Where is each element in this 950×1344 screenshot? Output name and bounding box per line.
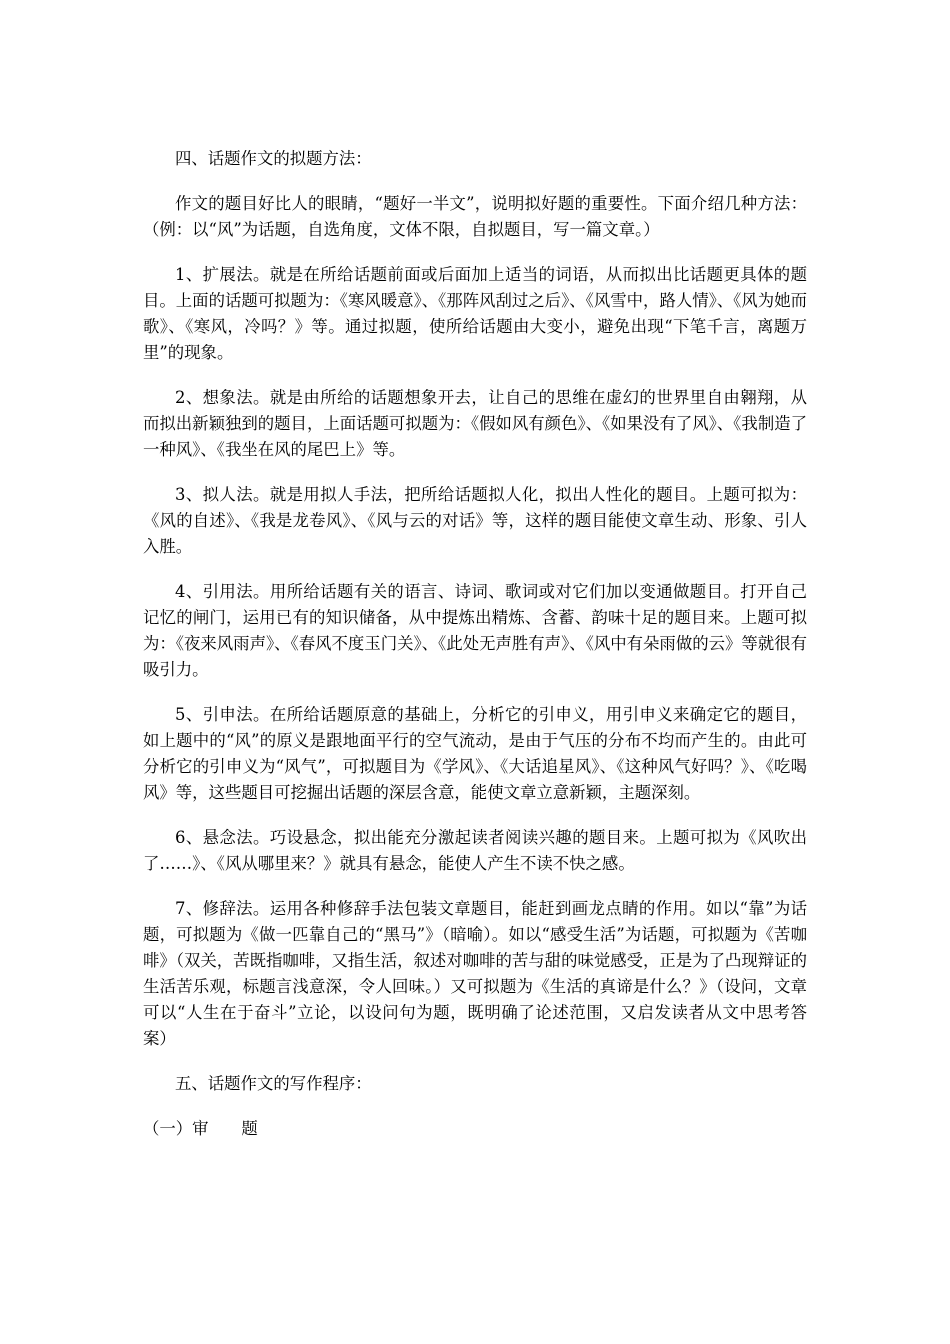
method-paragraph-5: 5、引申法。在所给话题原意的基础上，分析它的引申义，用引申义来确定它的题目，如上题中的“风”的原义是跟地面平行的空气流动，是由于气压的分布不均而产生的。由此可分析它的引申义为“风气”，可拟题目为《学风》、《大话追星风》、《这种风气好吗？》、《吃喝风》等，这些题目可挖掘出话题的深层含意，能使文章立意新颖，主题深刻。 [143, 705, 807, 802]
method-paragraph-7: 7、修辞法。运用各种修辞手法包装文章题目，能赶到画龙点睛的作用。如以“靠”为话题，可拟题为《做一匹靠自己的“黑马”》（暗喻）。如以“感受生活”为话题，可拟题为《苦咖啡》（双关，苦既指咖啡，又指生活，叙述对咖啡的苦与甜的味觉感受，正是为了凸现辩证的生活苦乐观，标题言浅意深，令人回味。）又可拟题为《生活的真谛是什么？》（设问，文章可以“人生在于奋斗”立论，以设问句为题，既明确了论述范围，又启发读者从文中思考答案） [143, 899, 807, 1048]
intro-paragraph: 作文的题目好比人的眼睛，“题好一半文”，说明拟好题的重要性。下面介绍几种方法：（例：以“风”为话题，自选角度，文体不限，自拟题目，写一篇文章。） [143, 194, 807, 239]
section-heading-4: 四、话题作文的拟题方法： [175, 149, 372, 168]
method-paragraph-4: 4、引用法。用所给话题有关的语言、诗词、歌词或对它们加以变通做题目。打开自己记忆的闸门，运用已有的知识储备，从中提炼出精炼、含蓄、韵味十足的题目来。上题可拟为：《夜来风雨声》、《春风不度玉门关》、《此处无声胜有声》、《风中有朵雨做的云》等就很有吸引力。 [143, 582, 807, 679]
document-body [143, 146, 807, 1142]
subsection-heading-1: （一）审 题 [143, 1119, 258, 1138]
method-paragraph-2: 2、想象法。就是由所给的话题想象开去，让自己的思维在虚幻的世界里自由翱翔，从而拟出新颖独到的题目，上面话题可拟题为：《假如风有颜色》、《如果没有了风》、《我制造了一种风》、《我坐在风的尾巴上》等。 [143, 388, 807, 459]
method-paragraph-1: 1、扩展法。就是在所给话题前面或后面加上适当的词语，从而拟出比话题更具体的题目。上面的话题可拟题为：《寒风暖意》、《那阵风刮过之后》、《风雪中，路人情》、《风为她而歌》、《寒风，冷吗？》等。通过拟题，使所给话题由大变小，避免出现“下笔千言，离题万里”的现象。 [143, 265, 807, 362]
method-paragraph-3: 3、拟人法。就是用拟人手法，把所给话题拟人化，拟出人性化的题目。上题可拟为：《风的自述》、《我是龙卷风》、《风与云的对话》等，这样的题目能使文章生动、形象、引人入胜。 [143, 485, 807, 556]
method-paragraph-6: 6、悬念法。巧设悬念，拟出能充分激起读者阅读兴趣的题目来。上题可拟为《风吹出了……》、《风从哪里来？》就具有悬念，能使人产生不读不快之感。 [143, 828, 807, 873]
section-heading-5: 五、话题作文的写作程序： [175, 1074, 372, 1093]
